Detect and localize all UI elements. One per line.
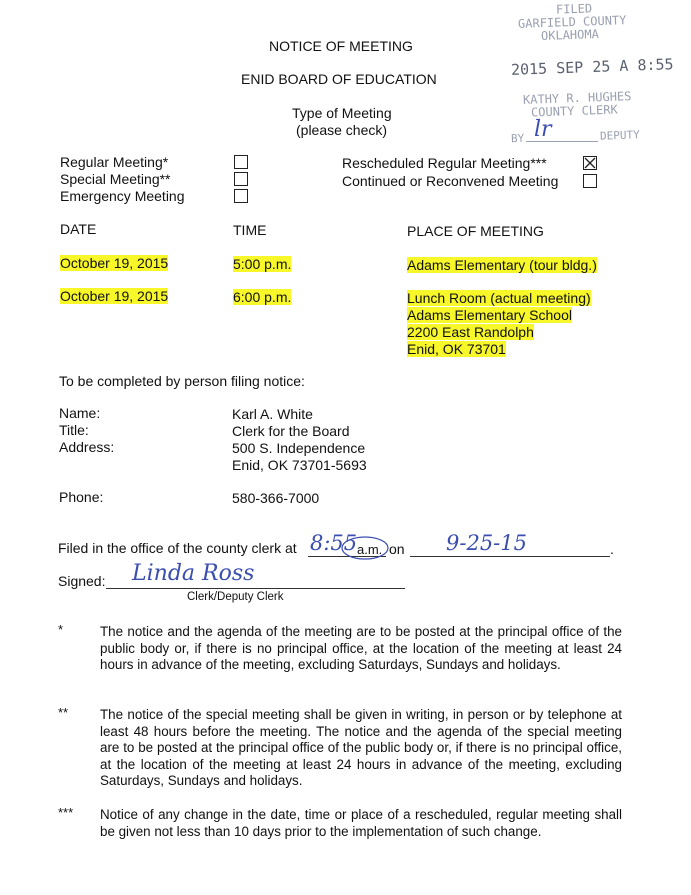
row2-place-line1: Lunch Room (actual meeting) (407, 290, 591, 306)
option-continued-checkbox[interactable] (583, 174, 597, 188)
signed-label: Signed: (58, 573, 106, 589)
stamp-by-line (526, 141, 598, 142)
title-value: Clerk for the Board (232, 423, 350, 439)
row2-time: 6:00 p.m. (233, 289, 292, 305)
filing-prefix: Filed in the office of the county clerk at (58, 540, 297, 556)
address-line2: Enid, OK 73701-5693 (232, 457, 367, 473)
filing-ampm: a.m. (357, 542, 383, 557)
signature-line (106, 588, 405, 589)
filing-date-line (410, 556, 610, 557)
name-label: Name: (59, 405, 101, 421)
meeting-type-label: Type of Meeting (292, 105, 392, 121)
place-header: PLACE OF MEETING (407, 223, 544, 239)
name-value: Karl A. White (232, 406, 313, 422)
option-continued-label: Continued or Reconvened Meeting (342, 173, 559, 189)
option-emergency-checkbox[interactable] (234, 189, 248, 203)
footnote3-mark: *** (58, 805, 74, 820)
filing-period: . (610, 541, 614, 557)
address-label: Address: (59, 439, 115, 455)
notice-title: NOTICE OF MEETING (269, 38, 413, 54)
title-label: Title: (59, 422, 89, 438)
row2-place-line3: 2200 East Randolph (407, 324, 534, 340)
option-rescheduled-checkbox[interactable] (583, 156, 597, 170)
stamp-filed: FILED (555, 1, 593, 17)
filing-date-handwritten: 9-25-15 (446, 531, 527, 555)
filing-time-handwritten: 8:55 (310, 531, 358, 555)
row2-place-line4: Enid, OK 73701 (407, 341, 506, 357)
row1-place: Adams Elementary (tour bldg.) (407, 257, 597, 273)
time-header: TIME (233, 222, 267, 238)
option-special-label: Special Meeting** (60, 171, 171, 187)
board-name: ENID BOARD OF EDUCATION (241, 71, 437, 87)
row1-date: October 19, 2015 (60, 255, 169, 271)
filing-on: on (389, 541, 405, 557)
option-regular-checkbox[interactable] (234, 155, 248, 169)
stamp-county: GARFIELD COUNTY (517, 13, 627, 31)
phone-value: 580-366-7000 (232, 490, 320, 506)
stamp-deputy: DEPUTY (599, 128, 640, 143)
meeting-type-hint: (please check) (296, 122, 388, 138)
date-header: DATE (60, 221, 97, 237)
option-rescheduled-label: Rescheduled Regular Meeting*** (342, 155, 547, 171)
footnote2-mark: ** (58, 705, 69, 720)
footnote3-text: Notice of any change in the date, time or place of a rescheduled, regular meeting shall be given not less than 10 days prior to the implementation of such change. (100, 807, 622, 839)
phone-label: Phone: (59, 489, 104, 505)
stamp-initials: lr (534, 117, 552, 142)
stamp-clerk-name: KATHY R. HUGHES (522, 89, 632, 107)
footnote2-text: The notice of the special meeting shall be given in writing, in person or by telephone at least 48 hours before the meeting. The notice and the agenda of the special meeting are to be posted at the principal office of the public body or, if there is no principal office, at the location of the meeting at least 24 hours in advance of the meeting, excluding Saturdays, Sundays and holidays. (100, 707, 622, 788)
footnote1-text: The notice and the agenda of the meeting are to be posted at the principal office of the public body or, if there is no principal office, at the location of the meeting at least 24 hours in advance of the meeting, excluding Saturdays, Sundays and holidays. (100, 624, 622, 672)
clerk-signature: Linda Ross (132, 561, 255, 586)
row2-date: October 19, 2015 (60, 288, 169, 304)
option-emergency-label: Emergency Meeting (60, 188, 185, 204)
option-regular-label: Regular Meeting* (60, 154, 169, 170)
row1-time: 5:00 p.m. (233, 256, 292, 272)
row2-place-line2: Adams Elementary School (407, 307, 572, 323)
ampm-circle-icon (340, 534, 390, 562)
option-special-checkbox[interactable] (234, 172, 248, 186)
stamp-by: BY (510, 131, 525, 146)
footnote1-mark: * (58, 622, 64, 637)
stamp-clerk-title: COUNTY CLERK (530, 102, 618, 120)
checkbox-x-mark-icon (584, 157, 596, 169)
address-line1: 500 S. Independence (232, 440, 366, 456)
stamp-datetime: 2015 SEP 25 A 8:55 (510, 55, 674, 79)
filer-intro: To be completed by person filing notice: (59, 373, 305, 389)
stamp-state: OKLAHOMA (540, 26, 600, 44)
signature-caption: Clerk/Deputy Clerk (187, 591, 284, 603)
